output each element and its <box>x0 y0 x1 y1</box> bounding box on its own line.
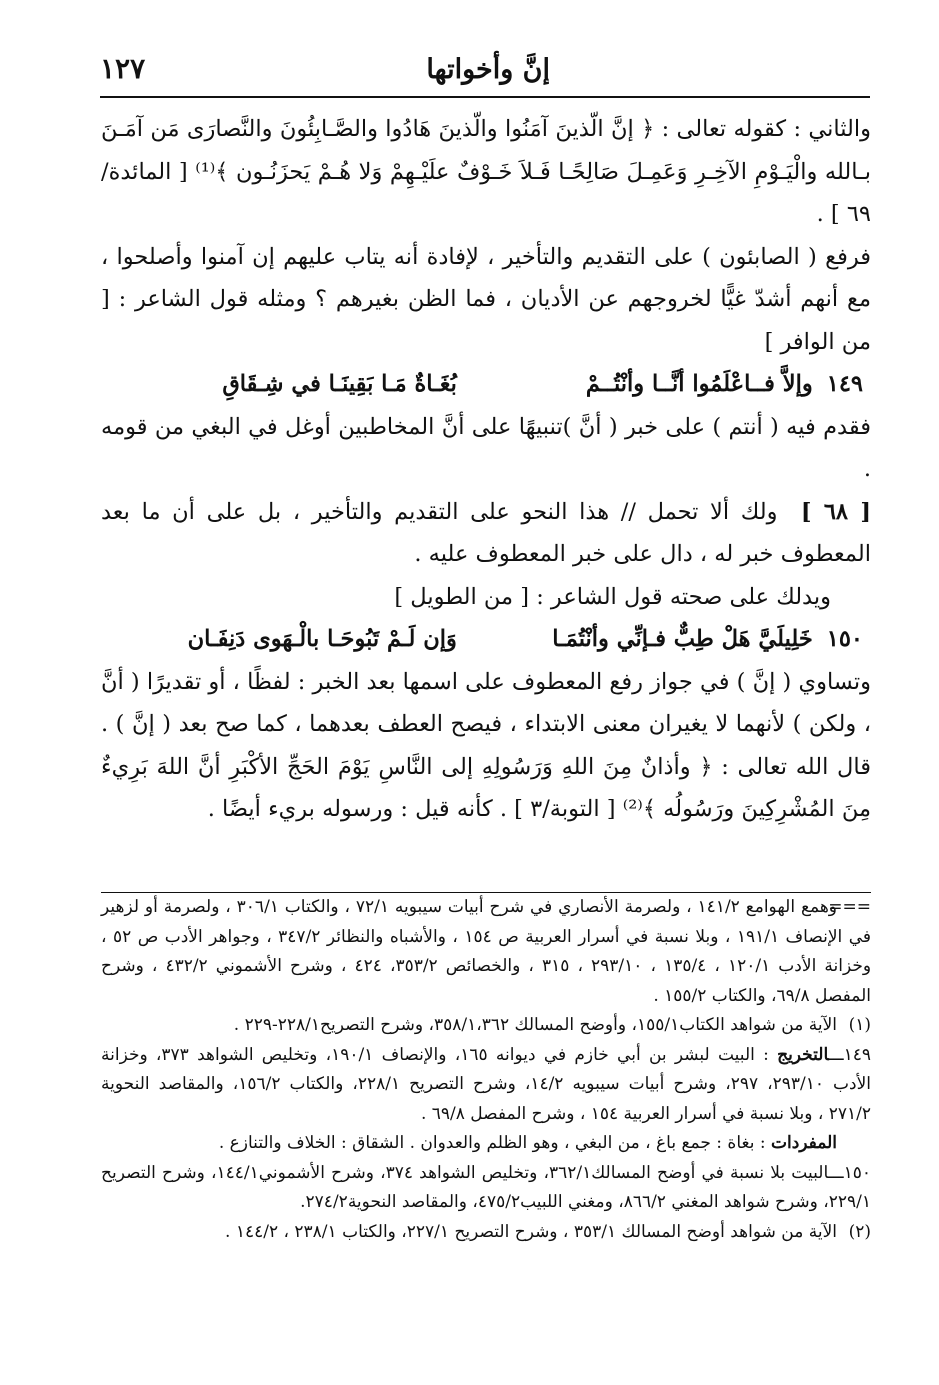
footnote-mark: (١) <box>848 1015 871 1035</box>
footnote-label: التخريج <box>777 1044 829 1065</box>
footnote-1 <box>101 1011 871 1041</box>
verse-first-hemistich: وإلاَّ فــاعْلَمُوا أنَّــا وأنْتُــمْ <box>585 371 813 397</box>
paragraph-text: ولك ألا تحمل // هذا النحو على التقديم والتأخير ، بل على أن ما بعد المعطوف خبر له ، دال على خبر المعطوف عليه . <box>101 498 871 567</box>
verse-second-hemistich: وَإن لَـمْ تَبُوحَـا بالْـهَوى دَنِفَـان <box>187 626 457 652</box>
footnote-continued <box>101 893 871 1011</box>
footnote-vocabulary <box>101 1129 871 1159</box>
footnotes <box>101 893 871 1247</box>
footnote-150 <box>101 1159 871 1218</box>
footnote-mark: === <box>828 897 871 917</box>
running-header <box>100 52 870 98</box>
verse-first-hemistich: خَلِيلَيَّ هَلْ طِبٌّ فـإنِّي وأنْتُمَـا <box>552 626 813 652</box>
page-number: ١٢٧ <box>100 52 146 85</box>
footnote-text: الآية من شواهد أوضح المسالك ٣٥٣/١ ، وشرح التصريح ٢٢٧/١، والكتاب ٢٣٨/١ ، ١٤٤/٢ . <box>225 1221 837 1242</box>
header-title: إنَّ وأخواتها <box>426 54 550 85</box>
section-number: [ ٦٨ ] <box>800 498 871 525</box>
footnote-mark: ١٥٠ـــ <box>828 1162 871 1183</box>
footnote-label: المفردات <box>770 1133 837 1153</box>
footnote-149 <box>101 1041 871 1130</box>
footnote-mark: (٢) <box>848 1221 871 1242</box>
verse-149 <box>101 363 871 406</box>
footnote-text: : بغاة : جمع باغ ، من البغي ، وهو الظلم والعدوان . الشقاق : الخلاف والتنازع . <box>218 1133 766 1153</box>
paragraph: ويدلك على صحته قول الشاعر : [ من الطويل ] <box>394 583 831 610</box>
verse-number: ١٤٩ <box>826 371 863 397</box>
paragraph: فرفع ( الصابئون ) على التقديم والتأخير ، لإفادة أنه يتاب عليهم إن آمنوا وأصلحوا ، مع أنهم أشدّ غيًّا لخروجهم عن الأديان ، فما الظن بغيرهم ؟ ومثله قول الشاعر : [ من الوافر ] <box>101 243 871 355</box>
footnote-2 <box>101 1218 871 1248</box>
footnote-text: البيت بلا نسبة في أوضح المسالك٣٦٢/١، وتخليص الشواهد ٣٧٤، وشرح الأشموني١٤٤/١، وشرح التصريح ٢٢٩/١، وشرح شواهد المغني ٨٦٦/٢، ومغني اللبيب٤٧٥/٢، والمقاصد النحوية٢٧٤/٢. <box>101 1162 871 1212</box>
verse-second-hemistich: بُغَـاةٌ مَـا بَقِينَـا في شِـقَاقِ <box>222 371 457 397</box>
main-text <box>101 108 871 831</box>
footnote-text: : البيت لبشر بن أبي خازم في ديوانه ١٦٥، والإنصاف ١٩٠/١، وتخليص الشواهد ٣٧٣، وخزانة الأدب ٢٩٣/١٠، ٢٩٧، وشرح أبيات سيبويه ١٤/٢، وشرح التصريح ٢٢٨/١، والكتاب ١٥٦/٢، والمقاصد النحوية ٢٧١/٢ ، وبلا نسبة في أسرار العربية ١٥٤ ، وشرح المفصل ٦٩/٨ . <box>101 1044 872 1124</box>
footnote-text: الآية من شواهد الكتاب١٥٥/١، وأوضح المسالك ٣٥٨/١،٣٦٢، وشرح التصريح٢٢٨/١-٢٢٩ . <box>233 1015 837 1035</box>
paragraph: وتساوي ( إنَّ ) في جواز رفع المعطوف على اسمها بعد الخبر : لفظًا ، أو تقديرًا ( أنَّ ، ولكن ) لأنهما لا يغيران معنى الابتداء ، فيصح العطف بعدهما ، كما صح بعد ( إنَّ ) . قال الله تعالى : ﴿ وأذانٌ مِنَ اللهِ وَرَسُولِهِ إلى النَّاسِ يَوْمَ الحَجِّ الأكْبَرِ أنَّ اللهَ بَرِيءٌ مِنَ المُشْرِكِينَ ورَسُولُه ﴾⁽²⁾ [ التوبة/٣ ] . كأنه قيل : ورسوله بريء أيضًا . <box>101 668 871 822</box>
paragraph-68 <box>101 491 871 576</box>
paragraph: والثاني : كقوله تعالى : ﴿ إنَّ الّذينَ آمَنُوا والّذينَ هَادُوا والصَّـابِئُونَ والنَّصارَى مَن آمَـنَ بـالله والْيَـوْمِ الآخِـرِ وَعَمِـلَ صَالِحًـا فَـلاَ خَـوْفٌ علَيْـهِمْ وَلا هُـمْ يَحزَنُـون ﴾⁽¹⁾ [ المائدة/٦٩ ] . <box>101 116 871 227</box>
footnote-mark: ١٤٩ـــ <box>828 1044 872 1065</box>
verse-150 <box>101 618 871 661</box>
footnote-text: وهمع الهوامع ١٤١/٢ ، ولصرمة الأنصاري في شرح أبيات سيبويه ٧٢/١ ، والكتاب ٣٠٦/١ ، ولصرمة أو لزهير في الإنصاف ١٩١/١ ، وبلا نسبة في أسرار العربية ص ١٥٤ ، والأشباه والنظائر ٣٤٧/٢ ، وجواهر الأدب ص ٥٢ ، وخزانة الأدب ١٢٠/١ ، ١٣٥/٤ ، ٢٩٣/١٠ ، ٣١٥ ، والخصائص ٣٥٣/٢، ٤٢٤ ، وشرح الأشموني ٤٣٢/٢ ، وشرح المفصل ٦٩/٨، والكتاب ١٥٥/٢ . <box>101 897 872 1006</box>
paragraph: فقدم فيه ( أنتم ) على خبر ( أنَّ )تنبيهًا على أنَّ المخاطبين أوغل في البغي من قومه . <box>101 413 871 482</box>
verse-number: ١٥٠ <box>826 626 863 652</box>
